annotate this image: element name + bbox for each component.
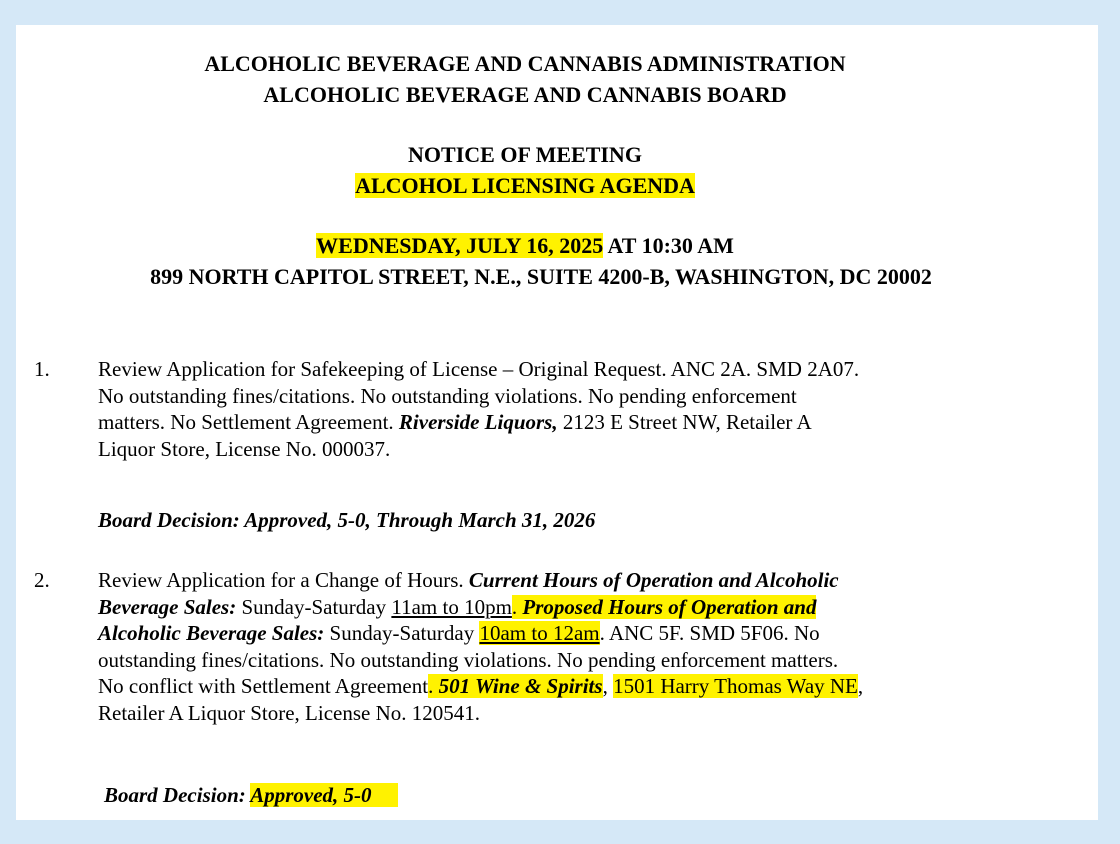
item-2-line — [98, 567, 1073, 594]
current-hours-value: 11am to 10pm — [391, 594, 512, 619]
item-2-text — [98, 567, 1073, 726]
item-2-text-run: Sunday-Saturday — [236, 594, 392, 619]
item-2-line: outstanding fines/citations. No outstanding violations. No pending enforcement matters. — [98, 647, 839, 672]
item-2-text-run: . ANC 5F. SMD 5F06. No — [599, 621, 820, 645]
item-2-text-run: Sunday-Saturday — [324, 621, 480, 645]
item-2-text-run: . — [428, 674, 439, 698]
item-1-address: 2123 E Street NW, Retailer A — [557, 410, 812, 434]
item-1-establishment: Riverside Liquors, — [398, 410, 558, 434]
proposed-hours-value: 10am to 12am — [479, 621, 600, 645]
meeting-time: AT 10:30 AM — [607, 233, 734, 258]
item-2-line: Retailer A Liquor Store, License No. 120541. — [98, 700, 481, 725]
item-2-decision — [104, 782, 398, 808]
item-1-number: 1. — [34, 357, 50, 381]
item-2-address: 1501 Harry Thomas Way NE — [613, 674, 858, 698]
item-2-decision-value: Approved, 5-0 — [250, 783, 397, 807]
current-hours-label-cont: Beverage Sales: — [98, 594, 237, 619]
item-1-line: Review Application for Safekeeping of License – Original Request. ANC 2A. SMD 2A07. — [98, 357, 860, 381]
notice-title: NOTICE OF MEETING — [408, 142, 642, 167]
item-2-text-run: , — [857, 674, 864, 698]
item-2-decision-label: Board Decision: — [104, 783, 251, 807]
document-page — [16, 25, 1098, 820]
item-1-line — [98, 409, 1073, 436]
item-1-line: No outstanding fines/citations. No outstanding violations. No pending enforcement — [98, 383, 797, 408]
item-1-line: Liquor Store, License No. 000037. — [98, 436, 391, 461]
item-2-line — [98, 673, 1073, 700]
item-2-text-run: , — [602, 674, 614, 698]
item-2-text-run: No conflict with Settlement Agreement — [98, 674, 429, 698]
item-2-establishment: 501 Wine & Spirits — [438, 674, 603, 698]
item-2-line — [98, 620, 1073, 647]
agenda-title — [16, 171, 1034, 201]
meeting-datetime — [16, 231, 1034, 261]
agenda-title-text: ALCOHOL LICENSING AGENDA — [355, 173, 695, 198]
item-1-text-run: matters. No Settlement Agreement. — [98, 410, 399, 434]
proposed-hours-label-cont: Alcoholic Beverage Sales: — [98, 621, 325, 645]
item-1-decision: Board Decision: Approved, 5-0, Through March 31, 2026 — [98, 508, 596, 532]
agency-title: ALCOHOLIC BEVERAGE AND CANNABIS ADMINISTRATION — [204, 51, 846, 76]
board-title: ALCOHOLIC BEVERAGE AND CANNABIS BOARD — [263, 82, 787, 107]
meeting-date: WEDNESDAY, JULY 16, 2025 — [316, 233, 604, 258]
item-2-text-run: Review Application for a Change of Hours. — [98, 568, 469, 592]
item-1-text — [98, 356, 1073, 462]
item-2-line — [98, 594, 1073, 621]
proposed-hours-label: Proposed Hours of Operation and — [522, 594, 817, 619]
item-2-number: 2. — [34, 568, 50, 592]
current-hours-label: Current Hours of Operation and Alcoholic — [468, 568, 839, 592]
item-2-text-run: . — [511, 594, 523, 619]
meeting-address: 899 NORTH CAPITOL STREET, N.E., SUITE 4200-B, WASHINGTON, DC 20002 — [150, 264, 932, 289]
